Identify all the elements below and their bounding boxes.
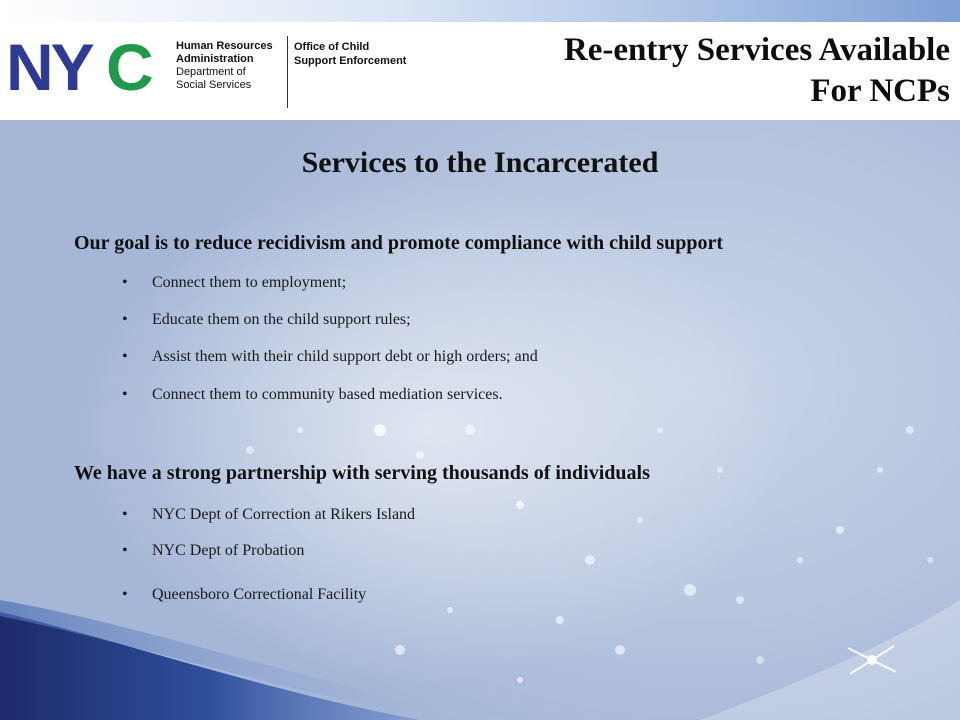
list-item	[122, 348, 538, 366]
list-item	[122, 542, 304, 560]
hra-line: Administration	[176, 53, 254, 65]
hra-line: Human Resources	[176, 40, 273, 52]
ocse-text	[294, 40, 406, 68]
svg-text:C: C	[106, 38, 154, 94]
list-item-text: Connect them to employment;	[152, 274, 347, 291]
slide-title	[564, 30, 950, 112]
list-item-text: Educate them on the child support rules;	[152, 311, 411, 328]
list-item-text: NYC Dept of Probation	[152, 542, 305, 559]
section-heading: Services to the Incarcerated	[301, 146, 659, 179]
svg-text:NY: NY	[6, 38, 92, 94]
list-item-text: NYC Dept of Correction at Rikers Island	[152, 506, 416, 523]
bullet-glyph: •	[122, 386, 128, 403]
list-item	[122, 586, 366, 604]
bullet-glyph: •	[122, 542, 128, 559]
hra-department-text	[176, 40, 273, 92]
bullet-glyph: •	[122, 506, 128, 523]
top-strip	[0, 0, 960, 22]
list-item	[122, 274, 346, 292]
list-item-text: Connect them to community based mediation services.	[152, 386, 503, 403]
ocse-line: Support Enforcement	[294, 55, 407, 67]
hra-line: Department of	[176, 66, 246, 78]
list-item-text: Assist them with their child support debt or high orders; and	[152, 348, 538, 365]
bullet-glyph: •	[122, 274, 128, 291]
slide-title-line: Re-entry Services Available	[563, 32, 950, 68]
ocse-line: Office of Child	[294, 41, 370, 53]
bullet-glyph: •	[122, 311, 128, 328]
bullet-glyph: •	[122, 348, 128, 365]
nyc-logo	[6, 38, 168, 94]
goal-section-title: Our goal is to reduce recidivism and promote compliance with child support	[74, 232, 724, 254]
list-item	[122, 386, 503, 404]
partnership-section-title: We have a strong partnership with serving thousands of individuals	[74, 462, 650, 484]
hra-line: Social Services	[176, 79, 252, 91]
list-item	[122, 506, 415, 524]
header-bar	[0, 22, 960, 120]
slide-title-line: For NCPs	[810, 73, 950, 109]
list-item	[122, 311, 411, 329]
bullet-glyph: •	[122, 586, 128, 603]
header-divider	[287, 36, 288, 108]
list-item-text: Queensboro Correctional Facility	[152, 586, 367, 603]
